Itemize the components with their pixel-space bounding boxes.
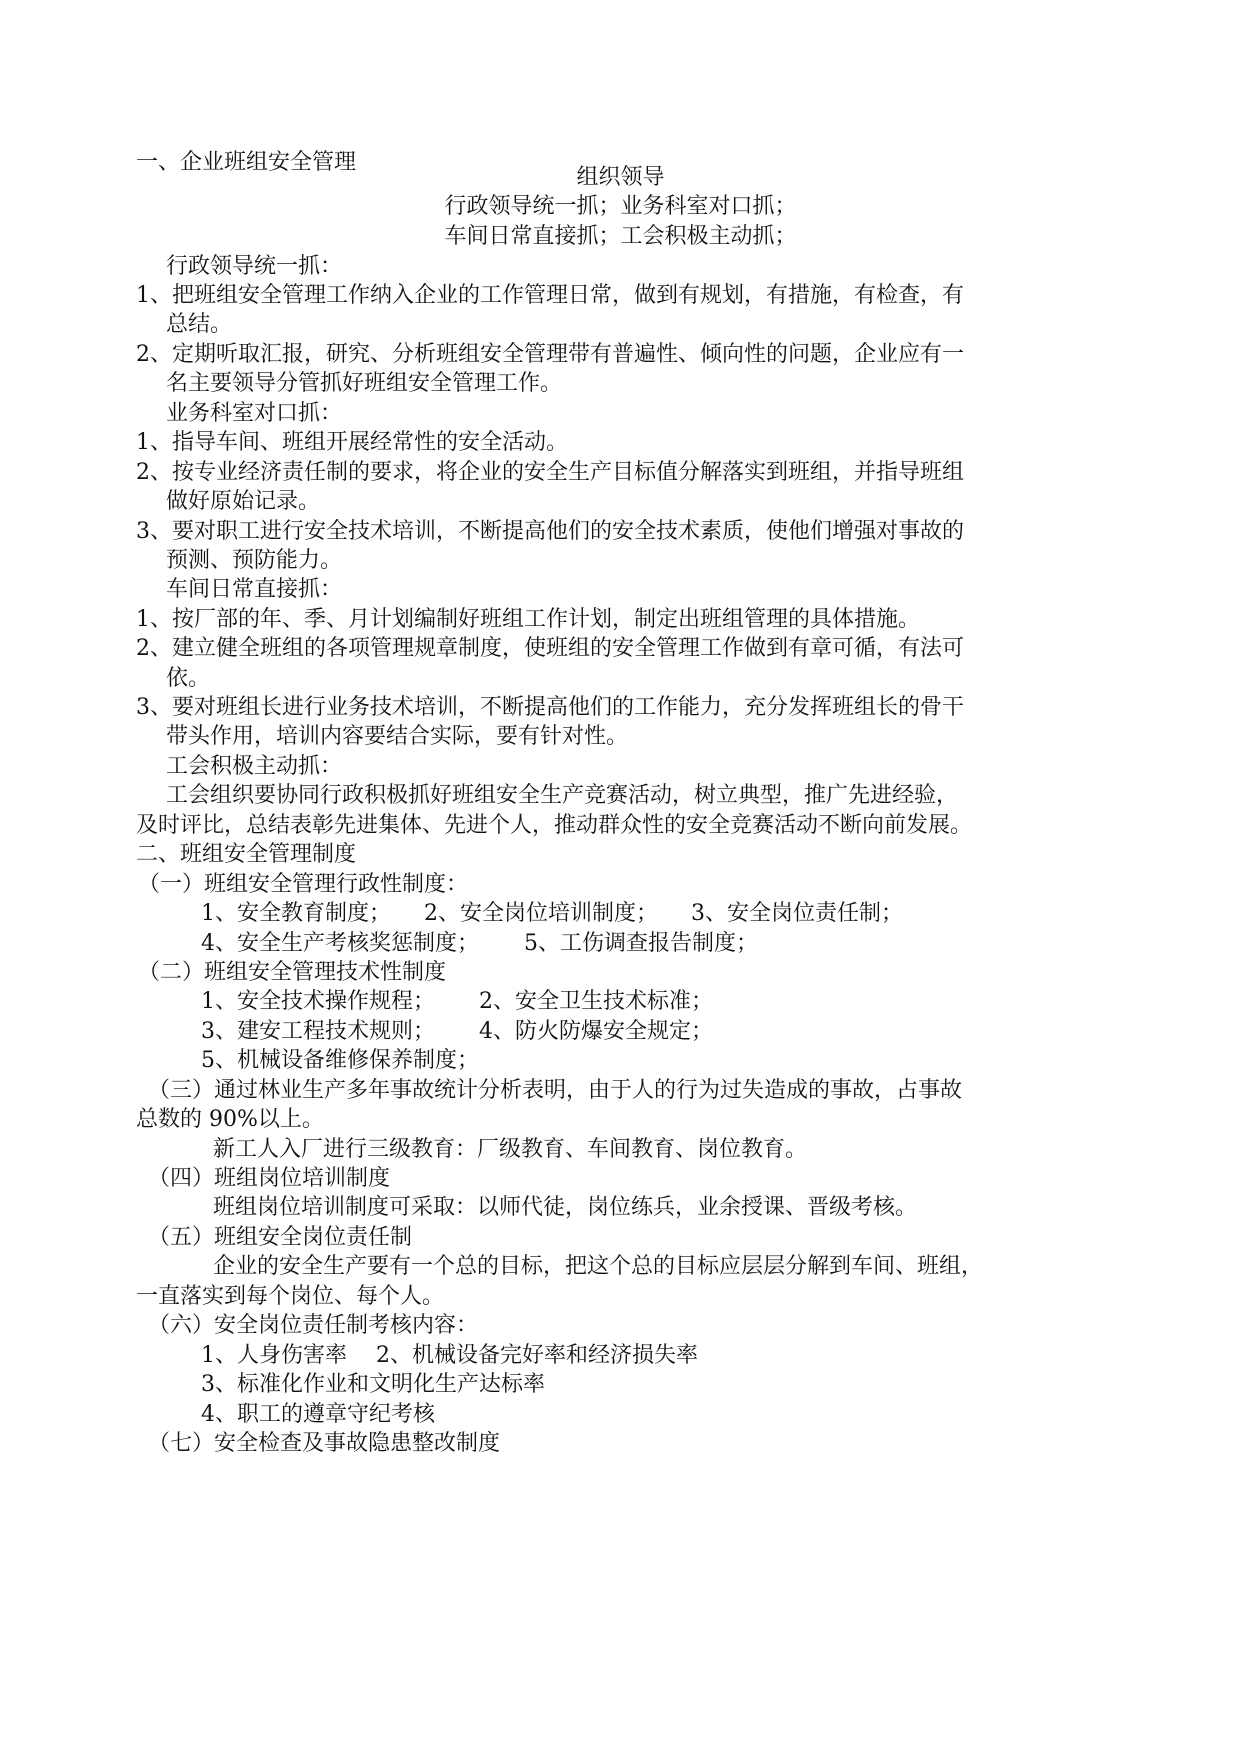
policy-5-heading: （五）班组安全岗位责任制 (148, 1225, 413, 1250)
workshop-item-1: 1、按厂部的年、季、月计划编制好班组工作计划，制定出班组管理的具体措施。 (136, 607, 920, 632)
policy-2-item-2: 2、安全卫生技术标准； (479, 989, 713, 1014)
admin-item-2: 2、定期听取汇报，研究、分析班组安全管理带有普遍性、倾向性的问题，企业应有一 (136, 342, 964, 367)
admin-heading: 行政领导统一抓： (166, 254, 343, 279)
admin-item-1-cont: 总结。 (166, 312, 233, 337)
policy-4-heading: （四）班组岗位培训制度 (148, 1166, 391, 1191)
workshop-item-2-cont: 依。 (166, 666, 211, 691)
workshop-item-3: 3、要对班组长进行业务技术培训，不断提高他们的工作能力，充分发挥班组长的骨干 (136, 695, 964, 720)
policy-1-item-3: 3、安全岗位责任制； (691, 901, 903, 926)
org-title: 组织领导 (576, 165, 665, 190)
policy-1-heading: （一）班组安全管理行政性制度： (138, 872, 469, 897)
policy-1-item-4: 4、安全生产考核奖惩制度； (201, 931, 479, 956)
workshop-item-3-cont: 带头作用，培训内容要结合实际，要有针对性。 (166, 724, 629, 749)
policy-1-item-5: 5、工伤调查报告制度； (524, 931, 758, 956)
policy-6-item-1: 1、人身伤害率 (201, 1343, 347, 1368)
policy-5-paragraph-cont: 一直落实到每个岗位、每个人。 (136, 1284, 445, 1309)
org-line-2: 车间日常直接抓；工会积极主动抓； (444, 224, 797, 249)
section-1-title: 一、企业班组安全管理 (136, 150, 357, 175)
policy-6-item-3: 3、标准化作业和文明化生产达标率 (201, 1372, 545, 1397)
workshop-item-2: 2、建立健全班组的各项管理规章制度，使班组的安全管理工作做到有章可循，有法可 (136, 636, 964, 661)
policy-3-training-line: 新工人入厂进行三级教育：厂级教育、车间教育、岗位教育。 (213, 1137, 808, 1162)
policy-2-item-4: 4、防火防爆安全规定； (479, 1019, 713, 1044)
workshop-heading: 车间日常直接抓： (166, 577, 343, 602)
policy-5-paragraph: 企业的安全生产要有一个总的目标，把这个总的目标应层层分解到车间、班组， (213, 1254, 984, 1279)
dept-item-1: 1、指导车间、班组开展经常性的安全活动。 (136, 430, 568, 455)
dept-item-2-cont: 做好原始记录。 (166, 489, 321, 514)
union-paragraph: 工会组织要协同行政积极抓好班组安全生产竞赛活动，树立典型，推广先进经验， (166, 783, 959, 808)
policy-6-item-4: 4、职工的遵章守纪考核 (201, 1402, 435, 1427)
union-heading: 工会积极主动抓： (166, 754, 343, 779)
policy-3-paragraph: （三）通过林业生产多年事故统计分析表明，由于人的行为过失造成的事故，占事故 (148, 1078, 963, 1103)
policy-1-item-1: 1、安全教育制度； (201, 901, 391, 926)
policy-2-item-5: 5、机械设备维修保养制度； (201, 1048, 479, 1073)
union-paragraph-cont: 及时评比，总结表彰先进集体、先进个人，推动群众性的安全竞赛活动不断向前发展。 (136, 813, 973, 838)
admin-item-1: 1、把班组安全管理工作纳入企业的工作管理日常，做到有规划，有措施，有检查，有 (136, 283, 964, 308)
dept-item-3-cont: 预测、预防能力。 (166, 548, 343, 573)
org-line-1: 行政领导统一抓；业务科室对口抓； (444, 194, 797, 219)
policy-2-item-3: 3、建安工程技术规则； (201, 1019, 435, 1044)
dept-item-3: 3、要对职工进行安全技术培训，不断提高他们的安全技术素质，使他们增强对事故的 (136, 519, 964, 544)
policy-6-heading: （六）安全岗位责任制考核内容： (148, 1313, 479, 1338)
policy-2-item-1: 1、安全技术操作规程； (201, 989, 435, 1014)
policy-7-heading: （七）安全检查及事故隐患整改制度 (148, 1431, 501, 1456)
policy-4-body: 班组岗位培训制度可采取：以师代徒，岗位练兵，业余授课、晋级考核。 (213, 1195, 918, 1220)
policy-2-heading: （二）班组安全管理技术性制度 (138, 960, 447, 985)
section-2-title: 二、班组安全管理制度 (136, 842, 357, 867)
policy-6-item-2: 2、机械设备完好率和经济损失率 (376, 1343, 698, 1368)
dept-item-2: 2、按专业经济责任制的要求，将企业的安全生产目标值分解落实到班组，并指导班组 (136, 460, 964, 485)
admin-item-2-cont: 名主要领导分管抓好班组安全管理工作。 (166, 371, 563, 396)
dept-heading: 业务科室对口抓： (166, 401, 343, 426)
policy-3-paragraph-cont: 总数的 90%以上。 (136, 1107, 324, 1132)
policy-1-item-2: 2、安全岗位培训制度； (424, 901, 658, 926)
